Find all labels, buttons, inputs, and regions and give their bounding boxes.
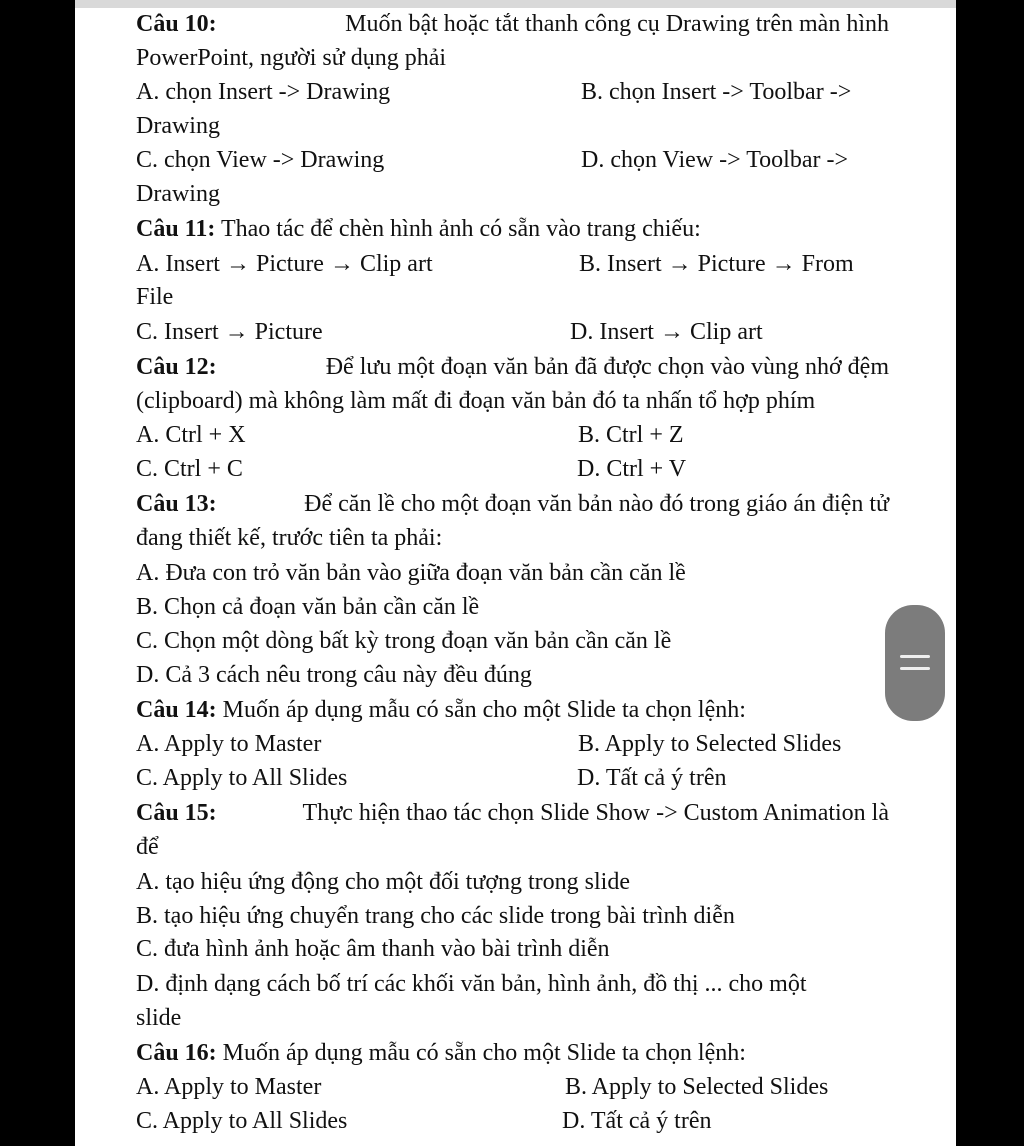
scroll-handle[interactable] (885, 605, 945, 721)
question-16: Câu 16: Muốn áp dụng mẫu có sẵn cho một Slide ta chọn lệnh: (136, 1040, 746, 1066)
option-c: C. chọn View -> Drawing (136, 147, 385, 173)
question-15-line-2: để (136, 834, 159, 860)
question-11: Câu 11: Thao tác để chèn hình ảnh có sẵn vào trang chiếu: (136, 216, 701, 242)
option-b: B. Ctrl + Z (578, 422, 684, 448)
top-divider (75, 0, 956, 8)
option-b-cont: Drawing (136, 113, 220, 139)
option-c: C. Chọn một dòng bất kỳ trong đoạn văn bản cần căn lề (136, 628, 672, 654)
option-b: B. Insert → Picture → From (579, 251, 854, 277)
question-number: Câu 15: (136, 800, 217, 826)
question-number: Câu 14: (136, 697, 217, 723)
option-d: D. Tất cả ý trên (562, 1108, 712, 1134)
option-a: A. Đưa con trỏ văn bản vào giữa đoạn văn bản cần căn lề (136, 560, 686, 586)
option-d-cont: Drawing (136, 181, 220, 207)
option-c: C. Apply to All Slides (136, 1108, 348, 1134)
option-c: C. Insert → Picture (136, 319, 323, 345)
drag-handle-icon (900, 655, 930, 658)
option-d: D. chọn View -> Toolbar -> (581, 147, 849, 173)
question-10-line-2: PowerPoint, người sử dụng phải (136, 45, 447, 71)
question-13-line-2: đang thiết kế, trước tiên ta phải: (136, 525, 443, 551)
option-b-cont: File (136, 284, 174, 310)
option-a: A. Ctrl + X (136, 422, 246, 448)
question-number: Câu 12: (136, 354, 217, 380)
option-d: D. định dạng cách bố trí các khối văn bản, hình ảnh, đồ thị ... cho một (136, 971, 807, 997)
option-c: C. Ctrl + C (136, 456, 243, 482)
question-15-line-1: Câu 15: Thực hiện thao tác chọn Slide Show -> Custom Animation là (136, 800, 889, 826)
option-d: D. Ctrl + V (577, 456, 687, 482)
question-number: Câu 10: (136, 11, 217, 37)
option-c: C. đưa hình ảnh hoặc âm thanh vào bài trình diễn (136, 936, 610, 962)
question-12-line-2: (clipboard) mà không làm mất đi đoạn văn bản đó ta nhấn tổ hợp phím (136, 388, 816, 414)
question-number: Câu 16: (136, 1040, 217, 1066)
question-number: Câu 13: (136, 491, 217, 517)
question-14: Câu 14: Muốn áp dụng mẫu có sẵn cho một Slide ta chọn lệnh: (136, 697, 746, 723)
option-d: D. Insert → Clip art (570, 319, 763, 345)
option-a: A. Insert → Picture → Clip art (136, 251, 433, 277)
option-d: D. Tất cả ý trên (577, 765, 727, 791)
option-d-cont: slide (136, 1005, 182, 1031)
drag-handle-icon (900, 667, 930, 670)
option-a: A. chọn Insert -> Drawing (136, 79, 391, 105)
option-b: B. chọn Insert -> Toolbar -> (581, 79, 852, 105)
question-number: Câu 11: (136, 216, 216, 242)
question-10-line-1: Câu 10: Muốn bật hoặc tắt thanh công cụ Drawing trên màn hình (136, 11, 889, 37)
document-page (75, 0, 956, 1146)
option-a: A. Apply to Master (136, 731, 322, 757)
option-b: B. tạo hiệu ứng chuyển trang cho các slide trong bài trình diễn (136, 903, 735, 929)
question-13-line-1: Câu 13: Để căn lề cho một đoạn văn bản nào đó trong giáo án điện tử (136, 491, 889, 517)
option-a: A. Apply to Master (136, 1074, 322, 1100)
option-b: B. Apply to Selected Slides (565, 1074, 829, 1100)
option-a: A. tạo hiệu ứng động cho một đối tượng trong slide (136, 869, 630, 895)
option-b: B. Chọn cả đoạn văn bản cần căn lề (136, 594, 480, 620)
option-d: D. Cả 3 cách nêu trong câu này đều đúng (136, 662, 532, 688)
option-b: B. Apply to Selected Slides (578, 731, 842, 757)
option-c: C. Apply to All Slides (136, 765, 348, 791)
question-12-line-1: Câu 12: Để lưu một đoạn văn bản đã được chọn vào vùng nhớ đệm (136, 354, 889, 380)
